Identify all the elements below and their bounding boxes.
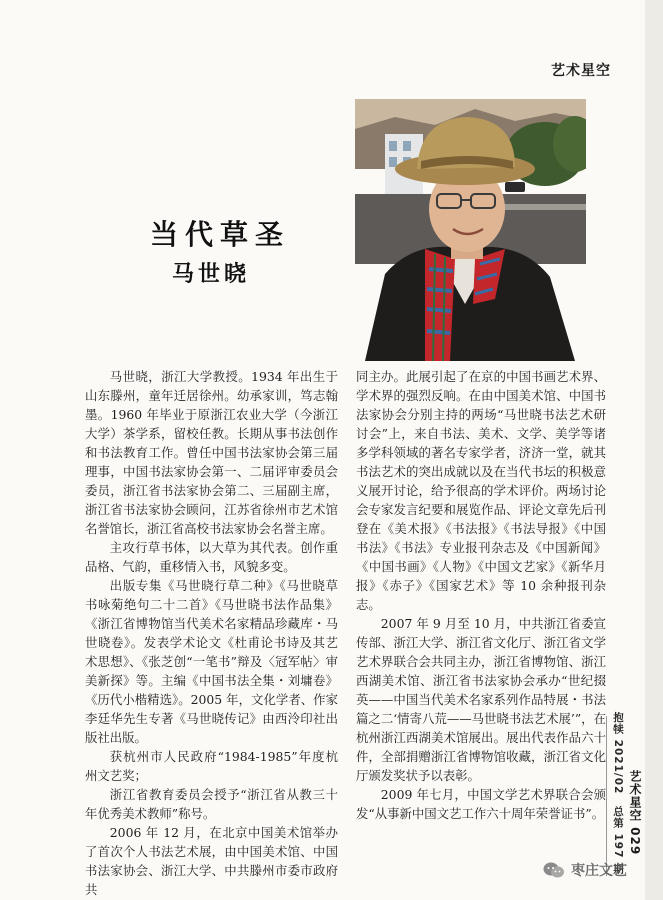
footer-divider: [606, 716, 607, 876]
paragraph: 2009 年七月，中国文学艺术界联合会颁发“从事新中国文艺工作六十周年荣誉证书”。: [356, 787, 606, 821]
paragraph: 浙江省教育委员会授予“浙江省从教三十年优秀美术教师”称号。: [85, 787, 338, 821]
article-title: 当代草圣: [150, 218, 291, 251]
paragraph: 出版专集《马世晓行草二种》《马世晓草书咏菊绝句二十二首》《马世晓书法作品集》《浙江省博物馆当代美术名家精品珍藏库・马世晓卷》。发表学术论文《杜甫论书诗及其艺术思想》、《张芝创“一笔书”辩及〈冠军帖〉审美新探》等。主编《中国书法全集・刘墉卷》《历代小楷精选》。2005 年，文化学者、作家李廷华先生专著《马世晓传记》由西泠印社出版社出版。: [85, 578, 338, 745]
paragraph: 主攻行草书体，以大草为其代表。创作重品格、气韵，重移情入书，风貌多变。: [85, 540, 338, 574]
paragraph: 2006 年 12 月，在北京中国美术馆举办了首次个人书法艺术展，由中国美术馆、中国书法家协会、浙江大学、中共滕州市委市政府共: [85, 825, 338, 897]
artist-name: 马世晓: [172, 262, 251, 287]
paragraph: 获杭州市人民政府“1984-1985”年度杭州文艺奖；: [85, 749, 338, 783]
wechat-icon: [543, 861, 565, 879]
body-column-right: [356, 367, 606, 823]
column-label: 艺术星空: [551, 63, 611, 79]
section-page-number: 艺术星空 029: [628, 770, 642, 856]
paragraph: 马世晓，浙江大学教授。1934 年出生于山东滕州，童年迁居徐州。幼承家训，笃志翰墨。1960 年毕业于原浙江农业大学（今浙江大学）茶学系，留校任教。长期从事书法创作和书法教育工作。曾任中国书法家协会第三届理事，中国书法家协会第一、二届评审委员会委员，浙江省书法家协会第二、三届副主席，浙江省书法家协会顾问，江苏省徐州市艺术馆名誉馆长，浙江省高校书法家协会名誉主席。: [85, 369, 338, 536]
issue-info: 抱犊 2021/02 总第 197 期: [612, 712, 624, 875]
portrait-photo: [355, 99, 586, 361]
watermark-text: 枣庄文艺: [571, 863, 627, 879]
paragraph: 2007 年 9 月至 10 月，中共浙江省委宣传部、浙江大学、浙江省文化厅、浙江省文学艺术界联合会共同主办，浙江省博物馆、浙江西湖美术馆、浙江省书法家协会承办“世纪掇英——中国当代美术名家系列作品特展・书法篇之二‘情寄八荒——马世晓书法艺术展’”，在杭州浙江西湖美术馆展出。展出代表作品六十件，全部捐赠浙江省博物馆收藏，浙江省文化厅颁发奖状予以表彰。: [356, 616, 606, 783]
page-edge-strip: [645, 0, 663, 900]
body-column-left: [85, 367, 338, 899]
paragraph: 同主办。此展引起了在京的中国书画艺术界、学术界的强烈反响。在由中国美术馆、中国书法家协会分别主持的两场“马世晓书法艺术研讨会”上，来自书法、美术、文学、美学等诸多学科领域的著名专家学者，济济一堂，就其书法艺术的突出成就以及在当代书坛的积极意义展开讨论，给予很高的学术评价。两场讨论会专家发言纪要和展览作品、评论文章先后刊登在《美术报》《书法报》《书法导报》《中国书法》《书法》专业报刊杂志及《中国新闻》《中国书画》《人物》《中国文艺家》《新华月报》《赤子》《国家艺术》等 10 余种报刊杂志。: [356, 369, 606, 612]
watermark: [543, 860, 627, 880]
